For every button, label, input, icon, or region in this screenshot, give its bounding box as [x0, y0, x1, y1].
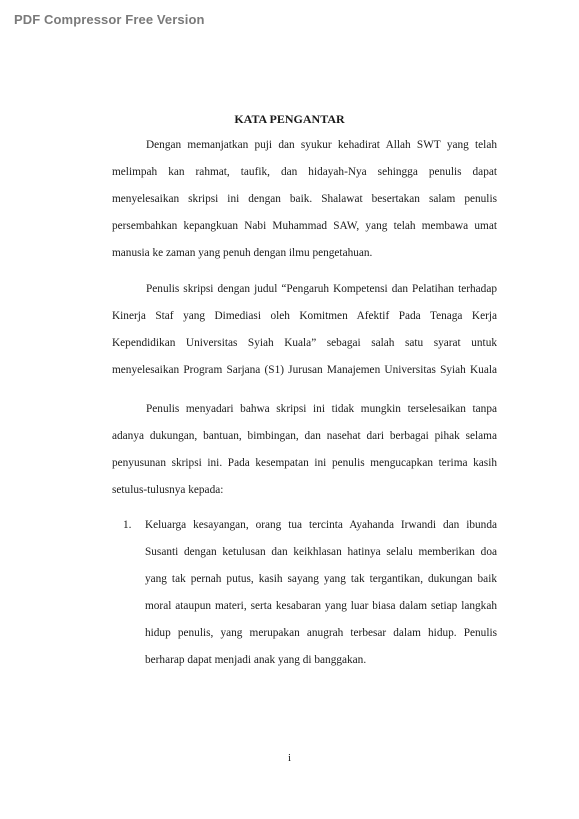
- paragraph-opening: [112, 132, 497, 267]
- list-line: moral ataupun materi, serta kesabaran yang luar biasa dalam setiap langkah: [145, 600, 497, 612]
- paragraph-thesis-title: [112, 276, 497, 384]
- list-line: hidup penulis, yang merupakan anugrah terbesar dalam hidup. Penulis: [145, 627, 497, 639]
- paragraph-acknowledgement: [112, 396, 497, 504]
- paragraph-line: Penulis skripsi dengan judul “Pengaruh Kompetensi dan Pelatihan terhadap: [146, 283, 497, 295]
- paragraph-line: setulus-tulusnya kepada:: [112, 484, 224, 496]
- list-number: 1.: [123, 519, 132, 531]
- list-line: Keluarga kesayangan, orang tua tercinta Ayahanda Irwandi dan ibunda: [145, 519, 497, 531]
- watermark-text: PDF Compressor Free Version: [14, 12, 205, 27]
- paragraph-line: Dengan memanjatkan puji dan syukur kehadirat Allah SWT yang telah: [146, 139, 497, 151]
- list-line: berharap dapat menjadi anak yang di banggakan.: [145, 654, 367, 666]
- page-title: KATA PENGANTAR: [234, 112, 345, 126]
- paragraph-line: melimpah kan rahmat, taufik, dan hidayah-Nya sehingga penulis dapat: [112, 166, 497, 178]
- paragraph-line: manusia ke zaman yang penuh dengan ilmu pengetahuan.: [112, 247, 373, 259]
- paragraph-line: Kinerja Staf yang Dimediasi oleh Komitmen Afektif Pada Tenaga Kerja: [112, 310, 497, 322]
- paragraph-line: adanya dukungan, bantuan, bimbingan, dan nasehat dari berbagai pihak selama: [112, 430, 497, 442]
- paragraph-line: Penulis menyadari bahwa skripsi ini tidak mungkin terselesaikan tanpa: [146, 403, 497, 415]
- paragraph-line: Kependidikan Universitas Syiah Kuala” sebagai salah satu syarat untuk: [112, 337, 497, 349]
- paragraph-line: persembahkan kepangkuan Nabi Muhammad SAW, yang telah membawa umat: [112, 220, 497, 232]
- paragraph-line: penyusunan skripsi ini. Pada kesempatan ini penulis mengucapkan terima kasih: [112, 457, 497, 469]
- list-item-body: [145, 512, 497, 674]
- paragraph-line: menyelesaikan Program Sarjana (S1) Jurusan Manajemen Universitas Syiah Kuala: [112, 364, 497, 376]
- list-line: Susanti dengan ketulusan dan keikhlasan hatinya selalu memberikan doa: [145, 546, 497, 558]
- page-number: i: [287, 752, 292, 764]
- list-line: yang tak pernah putus, kasih sayang yang tak tergantikan, dukungan baik: [145, 573, 497, 585]
- paragraph-line: menyelesaikan skripsi ini dengan baik. Shalawat besertakan salam penulis: [112, 193, 497, 205]
